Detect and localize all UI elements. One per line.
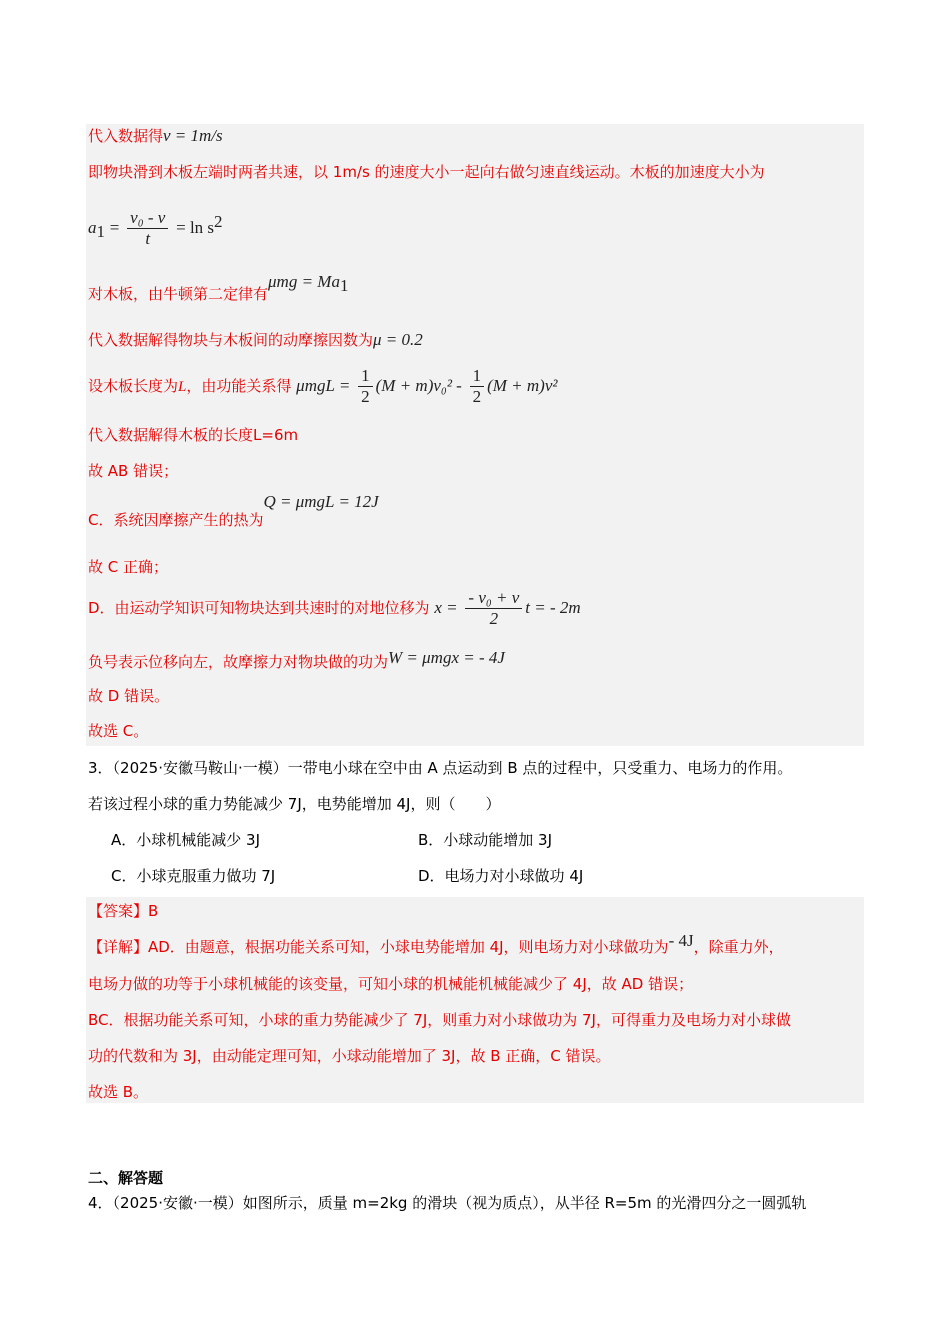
option-text: B．小球动能增加 3J xyxy=(418,831,553,849)
solution-line xyxy=(88,330,423,350)
option-text: C．小球克服重力做功 7J xyxy=(111,867,276,885)
answer-block xyxy=(86,897,864,1103)
equation-Q: Q = μmgL = 12J xyxy=(263,492,379,511)
solution-text: C．系统因摩擦产生的热为 xyxy=(88,511,264,529)
eq-x-fraction xyxy=(465,588,522,629)
option-c xyxy=(111,866,275,886)
detail-text: BC．根据功能关系可知，小球的重力势能减少了 7J，则重力对小球做功为 7J，可得重力及电场力对小球做 xyxy=(88,1011,791,1029)
solution-text: 即物块滑到木板左端时两者共速，以 1m/s 的速度大小一起向右做匀速直线运动。木板的加速度大小为 xyxy=(88,163,765,181)
solution-text: 负号表示位移向左，故摩擦力对物块做的功为 xyxy=(88,653,389,671)
eq-energy-lhs: μmgL = xyxy=(296,376,351,395)
option-a xyxy=(111,830,260,850)
option-b xyxy=(418,830,552,850)
eq-a1-fraction xyxy=(127,208,168,249)
eq-a1-sub: 1 xyxy=(96,222,105,241)
eq-a1-num: v₀ - v xyxy=(127,208,168,229)
solution-value: L=6m xyxy=(253,426,299,444)
equation-newton: μmg = Ma xyxy=(268,272,340,291)
detail-line xyxy=(88,1082,148,1102)
solution-line xyxy=(88,126,223,146)
eq-a1-den: t xyxy=(145,229,151,248)
question-text: 3．（2025·安徽马鞍山·一模）一带电小球在空中由 A 点运动到 B 点的过程中，只受重力、电场力的作用。 xyxy=(88,759,793,777)
eq-energy-mid2: (M + m)v² xyxy=(487,376,558,395)
solution-line xyxy=(88,648,505,671)
eq-a1-rhs: = ln s xyxy=(176,218,215,237)
detail-text: 电场力做的功等于小球机械能的该变量，可知小球的机械能机械能减少了 4J，故 AD 错误； xyxy=(88,975,694,993)
detail-text: 【详解】AD．由题意，根据功能关系可知，小球电势能增加 4J，则电场力对小球做功为 xyxy=(88,938,669,956)
solution-line xyxy=(88,492,379,529)
question-stem xyxy=(88,794,500,814)
eq-x-lhs: x = xyxy=(434,598,458,617)
question-text: 4．（2025·安徽·一模）如图所示，质量 m=2kg 的滑块（视为质点），从半径 R=5m 的光滑四分之一圆弧轨 xyxy=(88,1194,807,1212)
detail-line xyxy=(88,1010,791,1030)
solution-text: 故选 C。 xyxy=(88,722,149,740)
answer-line xyxy=(88,901,158,921)
solution-text: 设木板长度为 xyxy=(88,377,179,395)
solution-text: 故 C 正确； xyxy=(88,558,169,576)
detail-text: ，除重力外， xyxy=(693,938,784,956)
option-d xyxy=(418,866,583,886)
question-text: 若该过程小球的重力势能减少 7J，电势能增加 4J，则（ ） xyxy=(88,795,501,813)
option-text: D．电场力对小球做功 4J xyxy=(418,867,584,885)
eq-a1-sup: 2 xyxy=(214,212,223,231)
equation-v: v = 1m/s xyxy=(163,126,223,145)
detail-text: 功的代数和为 3J，由动能定理可知，小球动能增加了 3J，故 B 正确，C 错误。 xyxy=(88,1047,611,1065)
eq-half-den: 2 xyxy=(472,387,482,406)
eq-newton-sub: 1 xyxy=(339,276,349,295)
equation-work: - 4J xyxy=(668,931,694,950)
eq-energy-half xyxy=(358,366,373,407)
solution-line xyxy=(88,425,298,445)
solution-text: 对木板，由牛顿第二定律有 xyxy=(88,285,269,303)
variable-L: L xyxy=(178,379,187,395)
eq-x-num: - v₀ + v xyxy=(465,588,522,609)
solution-text: 代入数据解得物块与木板间的动摩擦因数为 xyxy=(88,331,374,349)
equation-mu: μ = 0.2 xyxy=(373,330,423,349)
option-text: A．小球机械能减少 3J xyxy=(111,831,260,849)
solution-text: 故 AB 错误； xyxy=(88,462,179,480)
eq-half-num: 1 xyxy=(358,366,373,387)
solution-line xyxy=(88,686,169,706)
question-stem xyxy=(88,758,792,778)
detail-line xyxy=(88,1046,611,1066)
equation-W: W = μmgx = - 4J xyxy=(388,648,505,667)
detail-line xyxy=(88,974,693,994)
solution-text: 代入数据解得木板的长度 xyxy=(88,426,254,444)
solution-text: 故 D 错误。 xyxy=(88,687,170,705)
eq-x-rhs: t = - 2m xyxy=(525,598,581,617)
answer-text: 【答案】B xyxy=(88,902,159,920)
solution-line xyxy=(88,588,581,629)
detail-text: 故选 B。 xyxy=(88,1083,149,1101)
solution-text: ，由功能关系得 xyxy=(186,377,292,395)
solution-text: D．由运动学知识可知物块达到共速时的对地位移为 xyxy=(88,599,430,617)
eq-energy-mid1: (M + m)v₀² - xyxy=(375,376,462,395)
solution-text: 代入数据得 xyxy=(88,127,164,145)
eq-half-num: 1 xyxy=(470,366,485,387)
solution-line xyxy=(88,162,765,182)
solution-line xyxy=(88,461,178,481)
solution-line xyxy=(88,272,349,303)
solution-line xyxy=(88,366,557,407)
eq-a1-lhs: a xyxy=(88,218,97,237)
equation-a1: $a_1$ = $\frac{\text{v₀ - v}}{t}$ = $\ln s^2$ xyxy=(88,208,223,248)
heading-text: 二、解答题 xyxy=(88,1169,164,1187)
section-heading xyxy=(88,1168,163,1188)
question-stem xyxy=(88,1193,806,1213)
detail-line xyxy=(88,931,784,957)
solution-line xyxy=(88,721,148,741)
solution-line xyxy=(88,557,168,577)
eq-energy-half2 xyxy=(470,366,485,407)
eq-half-den: 2 xyxy=(361,387,370,406)
eq-x-den: 2 xyxy=(489,609,499,628)
